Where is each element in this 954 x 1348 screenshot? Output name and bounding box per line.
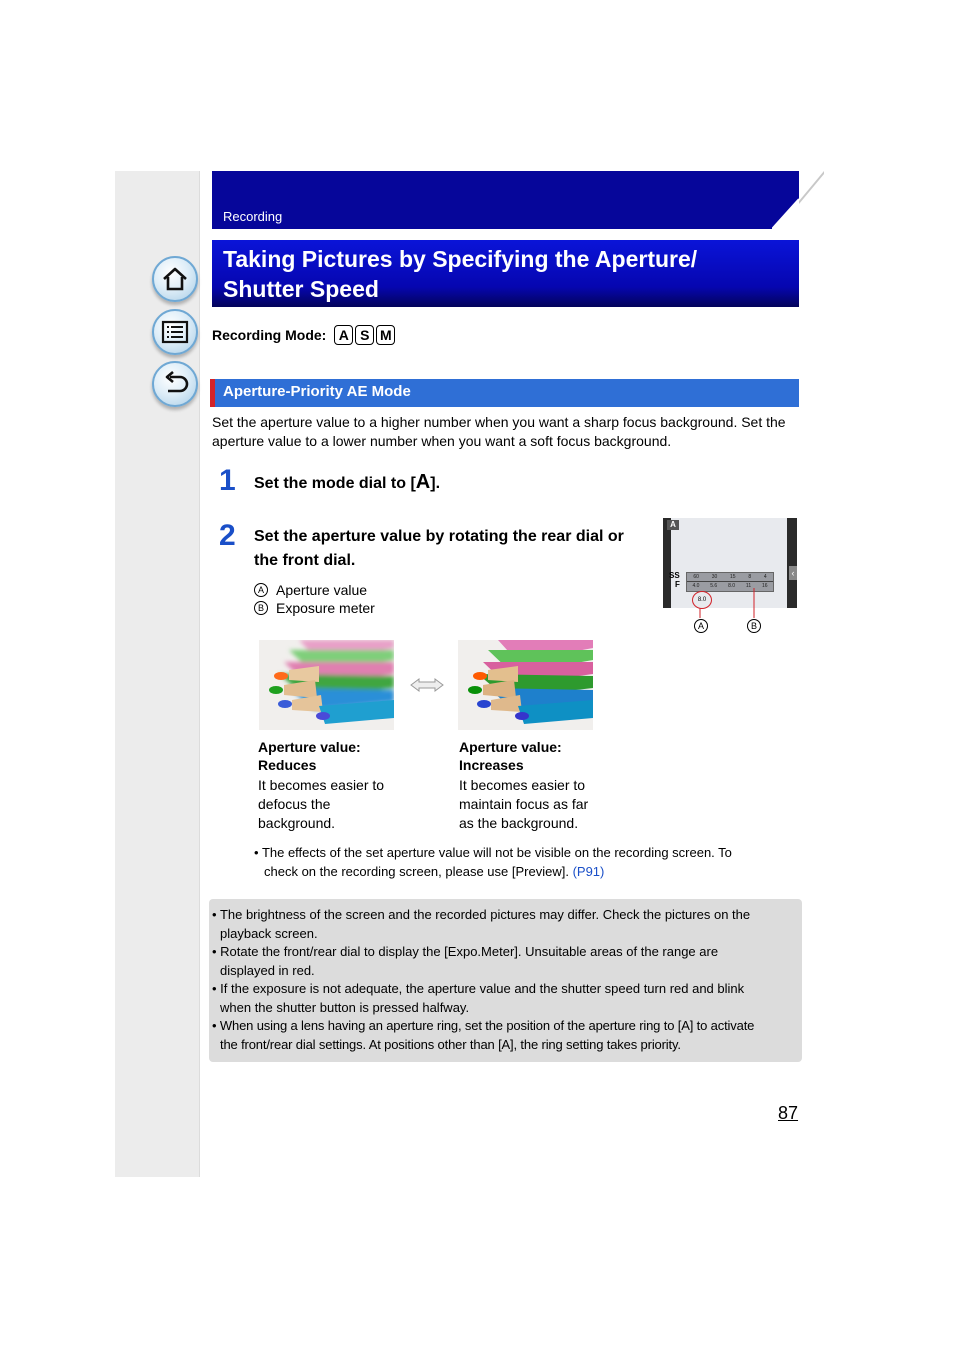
note-text: the front/rear dial settings. At positions other than [A], the ring setting takes priority. [220, 1036, 681, 1052]
right-caption-heading [459, 738, 562, 774]
step-1-text [254, 470, 440, 496]
right-heading-line-1: Aperture value: [459, 739, 562, 755]
double-arrow-icon [409, 677, 445, 693]
section-label: Recording [223, 209, 283, 224]
ss-value: 60 [693, 574, 699, 580]
photo-aperture-increased [458, 640, 593, 730]
left-body-line: background. [258, 815, 336, 831]
legend-aperture-value [254, 582, 367, 598]
colored-pencils-sharp-image [458, 640, 593, 730]
page-title-line-1: Taking Pictures by Specifying the Aperture/ [223, 246, 698, 272]
note-line: • When using a lens having an aperture ring, set the position of the aperture ring to [A] to activate [212, 1018, 755, 1033]
callout-b-marker: B [747, 619, 761, 633]
step-2-number: 2 [219, 519, 236, 552]
menu-list-icon[interactable] [152, 309, 198, 355]
screen-side-tab-icon: ‹ [789, 566, 797, 580]
ss-value: 30 [711, 574, 718, 580]
f-value: 5.6 [710, 583, 718, 589]
legend-b-text: Exposure meter [276, 600, 375, 616]
screen-f-label: F [675, 580, 680, 589]
step-2-text [254, 525, 624, 573]
bullet-line-1-text: The effects of the set aperture value will not be visible on the recording screen. To [261, 845, 732, 860]
preview-bullet-note [254, 843, 804, 881]
legend-a-marker: A [254, 583, 268, 597]
legend-b-marker: B [254, 601, 268, 615]
screen-mode-badge: A [667, 520, 679, 530]
page-title-line-2: Shutter Speed [223, 276, 379, 302]
right-body-line: It becomes easier to [459, 777, 586, 793]
preview-page-link[interactable]: (P91) [572, 864, 605, 879]
right-heading-line-2: Increases [459, 757, 524, 773]
note-text: displayed in red. [220, 962, 315, 978]
f-value: 11 [745, 583, 752, 589]
right-body-line: maintain focus as far [459, 796, 589, 812]
colored-pencils-blurred-image [259, 640, 394, 730]
callout-a-marker: A [694, 619, 708, 633]
mode-m-icon: M [376, 325, 395, 345]
note-text: The brightness of the screen and the recorded pictures may differ. Check the pictures on the [219, 907, 751, 922]
subsection-title: Aperture-Priority AE Mode [223, 383, 411, 400]
note-line: • The brightness of the screen and the recorded pictures may differ. Check the pictures on the [212, 907, 751, 922]
note-line: • Rotate the front/rear dial to display the [Expo.Meter]. Unsuitable areas of the range are [212, 944, 719, 959]
note-item [212, 1017, 808, 1054]
recording-mode [212, 325, 395, 345]
note-line: • If the exposure is not adequate, the aperture value and the shutter speed turn red and blink [212, 981, 745, 996]
home-icon[interactable] [152, 256, 198, 302]
current-aperture-indicator: 8.0 [692, 591, 712, 609]
bullet-line-2 [264, 862, 804, 881]
left-body-line: defocus the [258, 796, 331, 812]
f-value: 16 [762, 583, 768, 589]
recording-mode-label: Recording Mode: [212, 327, 327, 343]
intro-text: Set the aperture value to a higher number when you want a sharp focus background. Set the aperture value to a lower number when you want a soft focus background. [212, 414, 786, 449]
note-text: Rotate the front/rear dial to display the [Expo.Meter]. Unsuitable areas of the range are [220, 944, 719, 959]
ss-value: 8 [748, 574, 752, 580]
page-number: 87 [778, 1103, 799, 1123]
ss-value: 15 [730, 574, 736, 580]
header-corner-decoration [772, 171, 824, 229]
mode-s-icon: S [355, 325, 374, 345]
back-icon[interactable] [152, 361, 198, 407]
ss-value: 4 [763, 574, 767, 580]
left-heading-line-2: Reduces [258, 757, 317, 773]
screen-ss-label: SS [669, 571, 680, 580]
note-text: If the exposure is not adequate, the aperture value and the shutter speed turn red and blink [220, 981, 745, 996]
bullet-line-1: • The effects of the set aperture value will not be visible on the recording screen. To [254, 845, 732, 860]
legend-a-text: Aperture value [276, 582, 368, 598]
left-heading-line-1: Aperture value: [258, 739, 361, 755]
left-body-line: It becomes easier to [258, 777, 385, 793]
mode-a-icon: A [334, 325, 353, 345]
note-item [212, 980, 808, 1017]
f-value: 8.0 [728, 583, 736, 589]
step-1-text-after: ]. [430, 475, 441, 492]
step-1-number: 1 [219, 464, 236, 497]
step-2-line-2: the front dial. [254, 552, 356, 569]
step-1-text-before: Set the mode dial to [ [254, 475, 416, 492]
ss-scale [687, 573, 773, 581]
note-item [212, 943, 808, 980]
step-1-mode-icon: A [415, 471, 431, 493]
left-caption-heading [258, 738, 361, 774]
note-item [212, 906, 808, 943]
step-2-line-1: Set the aperture value by rotating the rear dial or [254, 528, 624, 545]
note-text: playback screen. [220, 925, 318, 941]
header-band [212, 171, 799, 229]
bullet-line-2-text: check on the recording screen, please use [Preview]. [264, 864, 569, 879]
page-title [223, 244, 783, 304]
right-caption-body [459, 776, 588, 833]
left-caption-body [258, 776, 384, 833]
legend-exposure-meter [254, 600, 375, 616]
right-body-line: as the background. [459, 815, 579, 831]
photo-aperture-reduced [259, 640, 394, 730]
note-text: when the shutter button is pressed halfway. [220, 999, 470, 1015]
note-text: When using a lens having an aperture ring, set the position of the aperture ring to [A] to activate [219, 1018, 755, 1033]
f-value: 4.0 [692, 583, 700, 589]
